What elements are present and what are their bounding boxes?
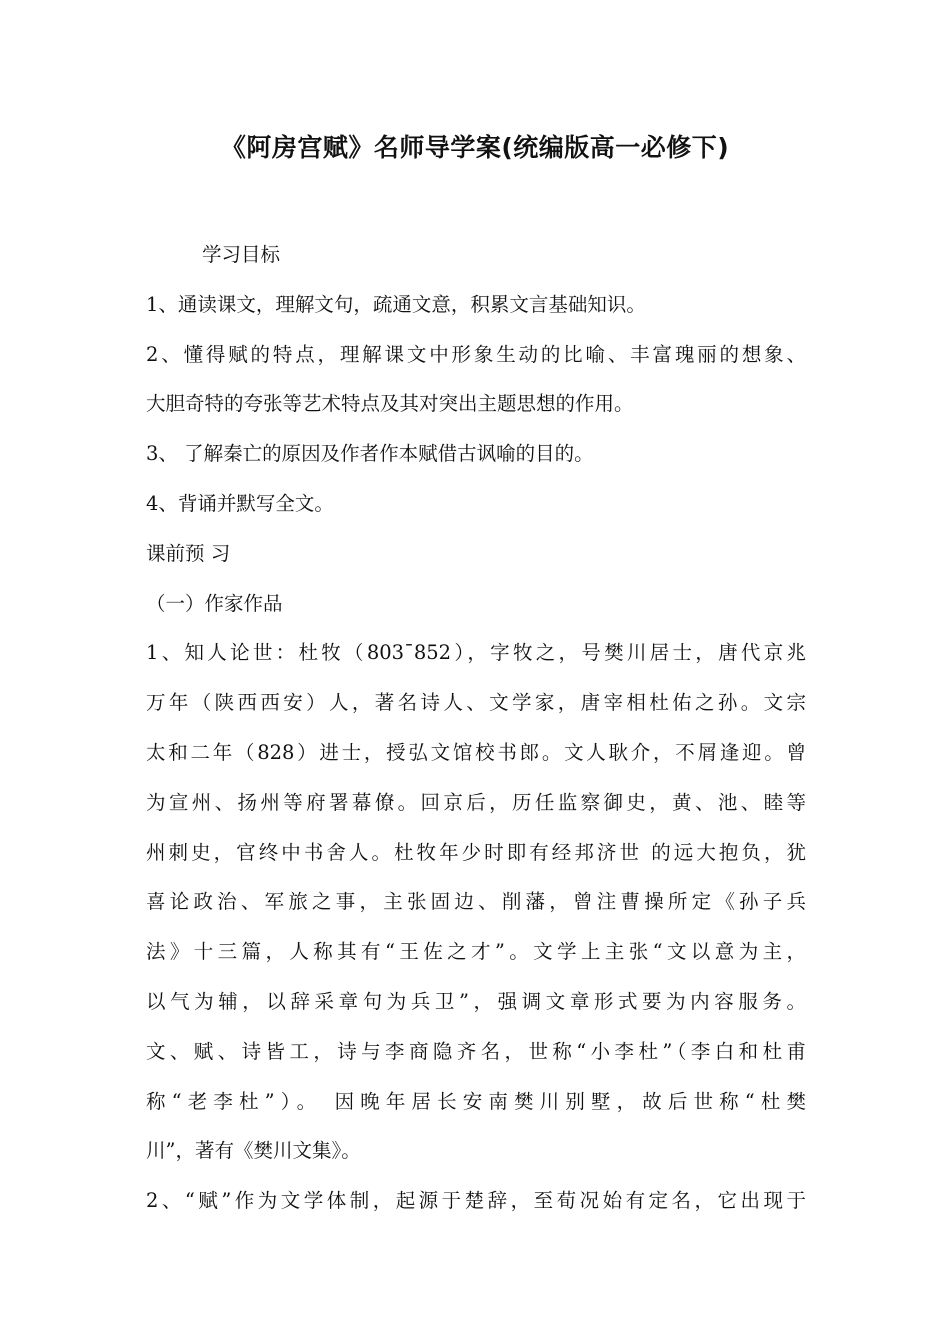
paragraph-line: 称“老李杜”）。 因晚年居长安南樊川别墅，故后世称“杜樊 xyxy=(146,1089,806,1113)
paragraph-line: 州刺史，官终中书舍人。杜牧年少时即有经邦济世 的远大抱负，犹 xyxy=(146,840,806,864)
paragraph-line: 川”，著有《樊川文集》。 xyxy=(146,1139,361,1163)
goal-item-3: 3、 了解秦亡的原因及作者作本赋借古讽喻的目的。 xyxy=(146,442,594,466)
paragraph-line: 文、赋、诗皆工，诗与李商隐齐名，世称“小李杜”（李白和杜甫 xyxy=(146,1039,806,1063)
goal-item-4: 4、背诵并默写全文。 xyxy=(146,491,334,515)
paragraph-line: 以气为辅，以辞采章句为兵卫”，强调文章形式要为内容服务。 xyxy=(146,989,806,1013)
goal-item-1: 1、通读课文，理解文句，疏通文意，积累文言基础知识。 xyxy=(146,292,646,316)
paragraph-line: 2、“赋”作为文学体制，起源于楚辞，至荀况始有定名，它出现于 xyxy=(146,1189,806,1213)
goal-item-2-cont: 大胆奇特的夸张等艺术特点及其对突出主题思想的作用。 xyxy=(146,392,634,416)
paragraph-line: 喜论政治、军旅之事，主张固边、削藩，曾注曹操所定《孙子兵 xyxy=(146,890,806,914)
paragraph-line: 太和二年（828）进士，授弘文馆校书郎。文人耿介，不屑逢迎。曾 xyxy=(146,740,806,764)
section-heading-learning-goals: 学习目标 xyxy=(202,243,281,266)
goal-item-2: 2、懂得赋的特点，理解课文中形象生动的比喻、丰富瑰丽的想象、 xyxy=(146,342,806,366)
paragraph-line: 法》十三篇，人称其有“王佐之才”。文学上主张“文以意为主， xyxy=(146,940,806,964)
paragraph-line: 为宣州、扬州等府署幕僚。回京后，历任监察御史，黄、池、睦等 xyxy=(146,790,806,814)
paragraph-line: 1、知人论世：杜牧（803¯852），字牧之，号樊川居士，唐代京兆 xyxy=(146,641,806,665)
paragraph-line: 万年（陕西西安）人，著名诗人、文学家，唐宰相杜佑之孙。文宗 xyxy=(146,691,806,715)
document-title: 《阿房宫赋》名师导学案(统编版高一必修下) xyxy=(220,133,730,162)
section-heading-preview: 课前预 习 xyxy=(146,541,231,565)
document-body xyxy=(146,230,806,1226)
subsection-heading-author-works: （一）作家作品 xyxy=(146,591,283,615)
